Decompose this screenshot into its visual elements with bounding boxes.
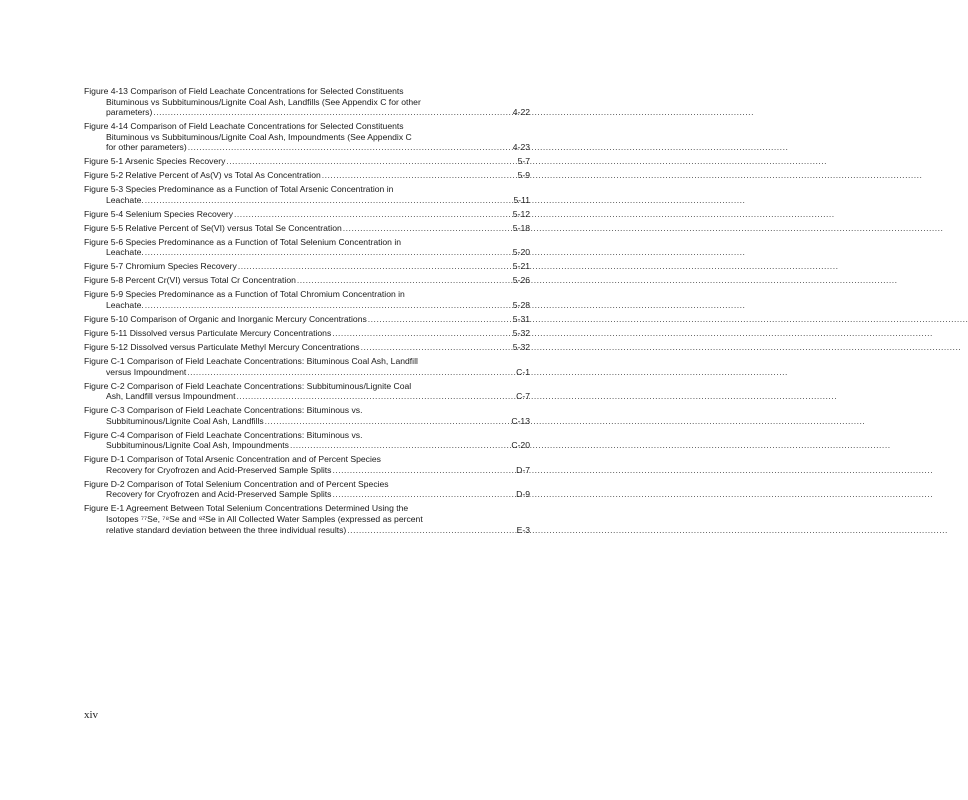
toc-entry	[84, 328, 530, 339]
toc-entry-text: Ash, Landfill versus Impoundment	[106, 391, 236, 402]
toc-entry-text: Figure 5-12 Dissolved versus Particulate Methyl Mercury Concentrations	[84, 341, 360, 352]
toc-entry	[84, 121, 530, 153]
toc-entry-line	[84, 479, 530, 490]
toc-entry	[84, 170, 530, 181]
toc-entry-text: Figure C-4 Comparison of Field Leachate Concentrations: Bituminous vs.	[84, 429, 363, 440]
dot-leader	[145, 300, 512, 311]
toc-entry	[84, 454, 530, 475]
toc-entry	[84, 381, 530, 402]
toc-entry-text: Leachate.	[106, 247, 144, 258]
toc-entry-text: for other parameters)	[106, 142, 187, 153]
toc-page-number: 5-20	[512, 247, 530, 258]
toc-entry	[84, 289, 530, 310]
toc-entry-line	[84, 107, 530, 118]
toc-page-number: 5-32	[512, 327, 530, 338]
toc-page-number: C-1	[516, 366, 530, 377]
toc-page-number: 5-12	[512, 208, 530, 219]
toc-entry	[84, 237, 530, 258]
toc-page-number: C-7	[516, 391, 530, 402]
toc-entry	[84, 275, 530, 286]
toc-entry-text: parameters)	[106, 107, 153, 118]
toc-page-number: 4-22	[512, 107, 530, 118]
toc-entry-text: Figure C-2 Comparison of Field Leachate Concentrations: Subbituminous/Lignite Coal	[84, 380, 412, 391]
dot-leader	[332, 489, 515, 500]
dot-leader	[368, 314, 512, 325]
toc-entry-text: Figure 5-2 Relative Percent of As(V) vs Total As Concentration	[84, 170, 321, 181]
toc-entry-line	[84, 170, 530, 181]
toc-entry-line	[84, 440, 530, 451]
toc-entry-text: Figure 5-8 Percent Cr(VI) versus Total Cr Concentration	[84, 275, 296, 286]
toc-entry-line	[84, 156, 530, 167]
toc-entry-text: Figure D-1 Comparison of Total Arsenic Concentration and of Percent Species	[84, 454, 381, 465]
toc-entry-line	[84, 489, 530, 500]
dot-leader	[234, 209, 512, 220]
toc-entry	[84, 209, 530, 220]
dot-leader	[343, 223, 512, 234]
toc-entry-text: Figure 4-13 Comparison of Field Leachate Concentrations for Selected Constituents	[84, 86, 404, 96]
toc-page-number: 5-7	[517, 156, 530, 167]
toc-entry-text: Figure 4-14 Comparison of Field Leachate Concentrations for Selected Constituents	[84, 121, 404, 132]
toc-entry-text: Figure 5-3 Species Predominance as a Function of Total Arsenic Concentration in	[84, 184, 394, 195]
dot-leader	[153, 107, 511, 118]
toc-entry-line	[84, 416, 530, 427]
toc-entry-text: relative standard deviation between the three individual results)	[106, 524, 347, 535]
toc-entry-text: Bituminous vs Subbituminous/Lignite Coal Ash, Landfills (See Appendix C for other	[106, 96, 421, 107]
toc-entry-line	[84, 223, 530, 234]
dot-leader	[238, 261, 512, 272]
toc-entry-line	[84, 300, 530, 311]
toc-entry-text: Figure 5-4 Selenium Species Recovery	[84, 208, 234, 219]
toc-entry-line	[84, 275, 530, 286]
dot-leader	[187, 367, 515, 378]
dot-leader	[188, 142, 512, 153]
dot-leader	[322, 170, 517, 181]
toc-entry-line	[84, 237, 530, 248]
toc-entry-text: Figure C-3 Comparison of Field Leachate Concentrations: Bituminous vs.	[84, 405, 363, 416]
toc-page-number: 5-32	[512, 341, 530, 352]
toc-entry-line	[84, 184, 530, 195]
toc-entry-text: Recovery for Cryofrozen and Acid-Preserved Sample Splits	[106, 489, 332, 500]
toc-entry-line	[84, 454, 530, 465]
toc-entry	[84, 184, 530, 205]
toc-entry-line	[84, 525, 530, 536]
toc-entry-text: Figure 5-10 Comparison of Organic and Inorganic Mercury Concentrations	[84, 313, 367, 324]
toc-entry-line	[84, 356, 530, 367]
dot-leader	[265, 416, 511, 427]
toc-entry-line	[84, 342, 530, 353]
toc-entry-line	[84, 314, 530, 325]
dot-leader	[361, 342, 512, 353]
toc-page-number: 5-9	[517, 170, 530, 181]
toc-entry-line	[84, 503, 530, 514]
dot-leader	[347, 525, 515, 536]
toc-entry-line	[84, 247, 530, 258]
toc-entry-text: Figure 5-11 Dissolved versus Particulate Mercury Concentrations	[84, 327, 332, 338]
toc-entry-line	[84, 289, 530, 300]
toc-entry-line	[84, 328, 530, 339]
toc-entry-text: Figure 5-1 Arsenic Species Recovery	[84, 156, 226, 167]
toc-page-number: C-20	[511, 440, 530, 451]
toc-entry-text: Figure D-2 Comparison of Total Selenium Concentration and of Percent Species	[84, 478, 389, 489]
dot-leader	[145, 195, 513, 206]
toc-entry-line	[84, 391, 530, 402]
toc-entry-line	[84, 132, 530, 143]
toc-entry-line	[84, 430, 530, 441]
toc-entry-line	[84, 86, 530, 97]
dot-leader	[236, 391, 515, 402]
page-number: xiv	[84, 709, 99, 721]
toc-entry-text: Figure 5-7 Chromium Species Recovery	[84, 261, 237, 272]
toc-page-number: 5-11	[513, 194, 530, 205]
toc-page-number: E-3	[516, 524, 530, 535]
toc-entry-line	[84, 465, 530, 476]
toc-entry-line	[84, 209, 530, 220]
toc-page-number: 5-26	[512, 275, 530, 286]
toc-entry	[84, 479, 530, 500]
toc-entry-text: Subbituminous/Lignite Coal Ash, Impoundments	[106, 440, 289, 451]
toc-entry	[84, 342, 530, 353]
toc-entry-text: Figure 5-5 Relative Percent of Se(VI) versus Total Se Concentration	[84, 222, 342, 233]
dot-leader	[226, 156, 516, 167]
dot-leader	[332, 328, 512, 339]
toc-page-number: 5-18	[512, 222, 530, 233]
toc-page-number: 5-28	[512, 300, 530, 310]
toc-entry-line	[84, 195, 530, 206]
toc-entry	[84, 356, 530, 377]
toc-entry-line	[84, 97, 530, 108]
toc-entry-line	[84, 261, 530, 272]
toc-entry	[84, 314, 530, 325]
toc-entry-text: Leachate.	[106, 300, 144, 310]
toc-entry-line	[84, 381, 530, 392]
toc-entry	[84, 503, 530, 535]
toc-entry	[84, 261, 530, 272]
toc-entry-text: versus Impoundment	[106, 366, 187, 377]
toc-entry-line	[84, 514, 530, 525]
toc-page-number: D-7	[516, 464, 530, 475]
toc-page-number: 5-21	[512, 261, 530, 272]
toc-entry-text: Figure 5-9 Species Predominance as a Function of Total Chromium Concentration in	[84, 289, 405, 300]
toc-page-number: C-13	[511, 415, 530, 426]
toc-entry-text: Figure C-1 Comparison of Field Leachate Concentrations: Bituminous Coal Ash, Landfill	[84, 355, 418, 366]
toc-page-number: D-9	[516, 489, 530, 500]
toc-entry-text: Figure 5-6 Species Predominance as a Function of Total Selenium Concentration in	[84, 236, 402, 247]
toc-entry	[84, 156, 530, 167]
toc-entry	[84, 430, 530, 451]
toc-entry-line	[84, 121, 530, 132]
toc-entry-text: Subbituminous/Lignite Coal Ash, Landfills	[106, 415, 264, 426]
toc-entry-line	[84, 367, 530, 378]
toc-entry-line	[84, 405, 530, 416]
dot-leader	[145, 247, 512, 258]
dot-leader	[290, 440, 510, 451]
dot-leader	[332, 465, 515, 476]
toc-entry	[84, 405, 530, 426]
toc-entry	[84, 223, 530, 234]
toc-entry	[84, 86, 530, 118]
dot-leader	[297, 275, 512, 286]
toc-entry-text: Recovery for Cryofrozen and Acid-Preserved Sample Splits	[106, 464, 332, 475]
toc-entry-text: Figure E-1 Agreement Between Total Selenium Concentrations Determined Using the	[84, 503, 409, 514]
toc-entry-text: Leachate.	[106, 194, 144, 205]
list-of-figures	[84, 86, 530, 539]
toc-entry-text: Isotopes ⁷⁷Se, ⁷⁸Se and ⁸²Se in All Collected Water Samples (expressed as percent	[106, 514, 423, 524]
toc-entry-text: Bituminous vs Subbituminous/Lignite Coal Ash, Impoundments (See Appendix C	[106, 131, 412, 142]
toc-page-number: 4-23	[512, 142, 530, 153]
toc-page-number: 5-31	[512, 313, 530, 324]
toc-entry-line	[84, 142, 530, 153]
